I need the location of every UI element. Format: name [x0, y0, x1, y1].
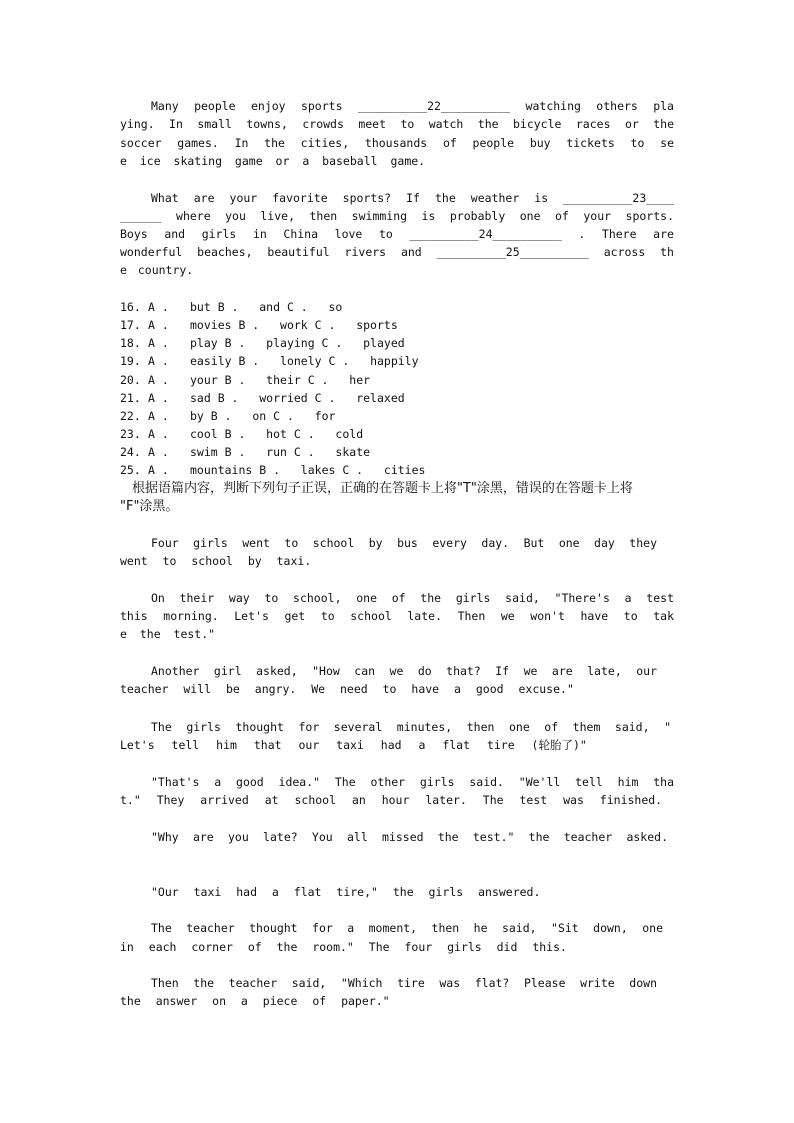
p1-line-3: soccer games. In the cities, thousands of people buy tickets to se	[120, 136, 674, 150]
option-row: 25. A . mountains B . lakes C . cities	[120, 463, 426, 477]
option-row: 20. A . your B . their C . her	[120, 373, 371, 387]
p2-s1-a: Four girls went to school by bus every day. But one day they	[151, 536, 657, 550]
instructions-line-2: "F"涂黑。	[120, 499, 179, 514]
p2-s2-b: this morning. Let's get to school late. Then we won't have to tak	[120, 609, 674, 623]
option-row: 17. A . movies B . work C . sports	[120, 318, 398, 332]
p2-s2-c: e the test."	[120, 627, 216, 641]
option-row: 21. A . sad B . worried C . relaxed	[120, 391, 405, 405]
p2-s9-a: Then the teacher said, "Which tire was flat? Please write down	[151, 976, 657, 990]
p2-line-4: wonderful beaches, beautiful rivers and __________25__________ across th	[120, 245, 674, 259]
p1-line-1: Many people enjoy sports __________22__________ watching others pla	[151, 99, 674, 113]
p2-s9-b: the answer on a piece of paper."	[120, 994, 390, 1008]
p2-s2-a: On their way to school, one of the girls said, "There's a test	[151, 591, 674, 605]
p2-s4-b: Let's tell him that our taxi had a flat tire (轮胎了)"	[120, 738, 587, 752]
p2-s5-b: t." They arrived at school an hour later. The test was finished.	[120, 793, 663, 807]
p2-s8-a: The teacher thought for a moment, then he said, "Sit down, one	[151, 921, 663, 935]
p2-line-1: What are your favorite sports? If the weather is __________23____	[151, 191, 674, 205]
p2-s4-a: The girls thought for several minutes, then one of them said, "	[151, 720, 671, 734]
p2-s6-a: "Why are you late? You all missed the test." the teacher asked.	[151, 830, 668, 844]
instructions-line-1: 根据语篇内容，判断下列句子正误，正确的在答题卡上将"T"涂黑，错误的在答题卡上将	[132, 481, 633, 496]
p2-s3-a: Another girl asked, "How can we do that? If we are late, our	[151, 664, 657, 678]
p2-line-2: ______ where you live, then swimming is probably one of your sports.	[120, 209, 674, 223]
blank-22[interactable]: __________22__________	[357, 99, 511, 113]
p2-s8-b: in each corner of the room." The four girls did this.	[120, 940, 567, 954]
p1-line-4: e ice skating game or a baseball game.	[120, 154, 426, 168]
p1-line-2: ying. In small towns, crowds meet to watch the bicycle races or the	[120, 117, 674, 131]
blank-23[interactable]: __________23____	[563, 191, 674, 205]
p2-s7-a: "Our taxi had a flat tire," the girls answered.	[151, 885, 541, 899]
p2-line-5: e country.	[120, 263, 194, 277]
option-row: 22. A . by B . on C . for	[120, 409, 336, 423]
blank-24[interactable]: __________24__________	[409, 227, 562, 241]
option-row: 23. A . cool B . hot C . cold	[120, 427, 364, 441]
blank-25[interactable]: __________25__________	[436, 245, 589, 259]
option-row: 19. A . easily B . lonely C . happily	[120, 354, 419, 368]
p2-s1-b: went to school by taxi.	[120, 554, 312, 568]
option-row: 18. A . play B . playing C . played	[120, 336, 405, 350]
p2-s3-b: teacher will be angry. We need to have a good excuse."	[120, 682, 574, 696]
option-row: 24. A . swim B . run C . skate	[120, 445, 371, 459]
option-row: 16. A . but B . and C . so	[120, 300, 343, 314]
p2-line-3: Boys and girls in China love to __________24__________ . There are	[120, 227, 674, 241]
p2-s5-a: "That's a good idea." The other girls said. "We'll tell him tha	[151, 775, 674, 789]
